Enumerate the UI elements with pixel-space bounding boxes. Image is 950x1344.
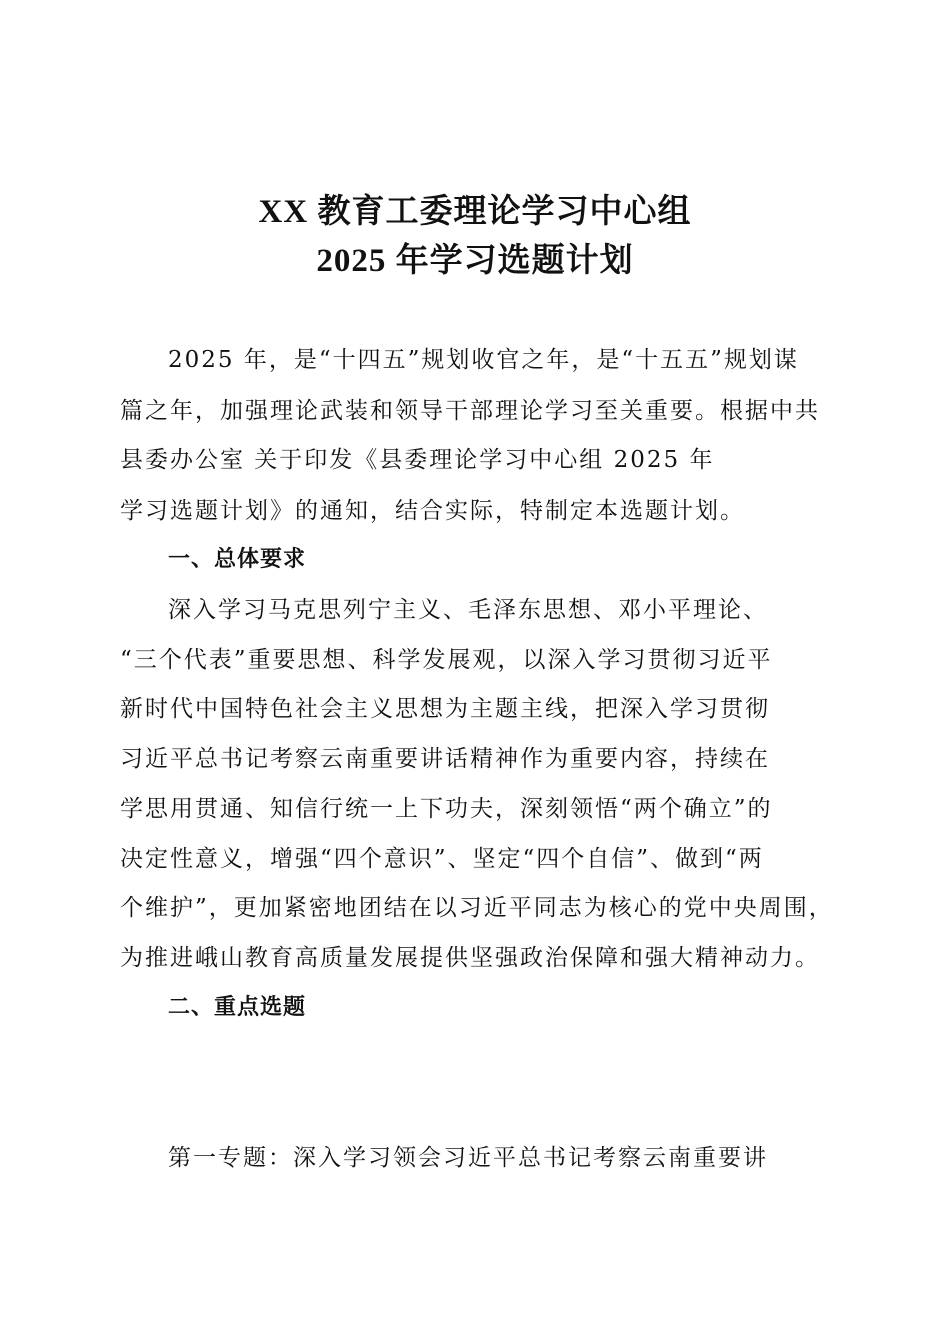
intro-line-4: 学习选题计划》的通知，结合实际，特制定本选题计划。 [120,498,745,524]
document-title-line-2: 2025 年学习选题计划 [316,243,634,279]
section1-line-6: 决定性意义，增强“四个意识”、坚定“四个自信”、做到“两 [120,846,764,872]
section1-line-2: “三个代表”重要思想、科学发展观，以深入学习贯彻习近平 [120,647,773,673]
intro-line-3: 县委办公室 关于印发《县委理论学习中心组 2025 年 [120,447,715,473]
document-title-line-1: XX 教育工委理论学习中心组 [258,194,692,230]
section1-line-8: 为推进峨山教育高质量发展提供坚强政治保障和强大精神动力。 [120,945,820,971]
intro-line-1: 2025 年，是“十四五”规划收官之年，是“十五五”规划谋 [168,347,799,373]
section1-line-5: 学思用贯通、知信行统一上下功夫，深刻领悟“两个确立”的 [120,796,773,822]
section-heading-general-requirements: 一、总体要求 [168,547,307,572]
section1-line-3: 新时代中国特色社会主义思想为主题主线，把深入学习贯彻 [120,696,770,722]
section1-line-4: 习近平总书记考察云南重要讲话精神作为重要内容，持续在 [120,746,770,772]
section1-line-7: 个维护”，更加紧密地团结在以习近平同志为核心的党中央周围， [120,895,834,921]
intro-line-2: 篇之年，加强理论武装和领导干部理论学习至关重要。根据中共 [120,398,820,424]
section-heading-key-topics: 二、重点选题 [168,995,307,1020]
section1-line-1: 深入学习马克思列宁主义、毛泽东思想、邓小平理论、 [168,597,768,623]
topic-1-title: 第一专题：深入学习领会习近平总书记考察云南重要讲 [168,1145,768,1171]
